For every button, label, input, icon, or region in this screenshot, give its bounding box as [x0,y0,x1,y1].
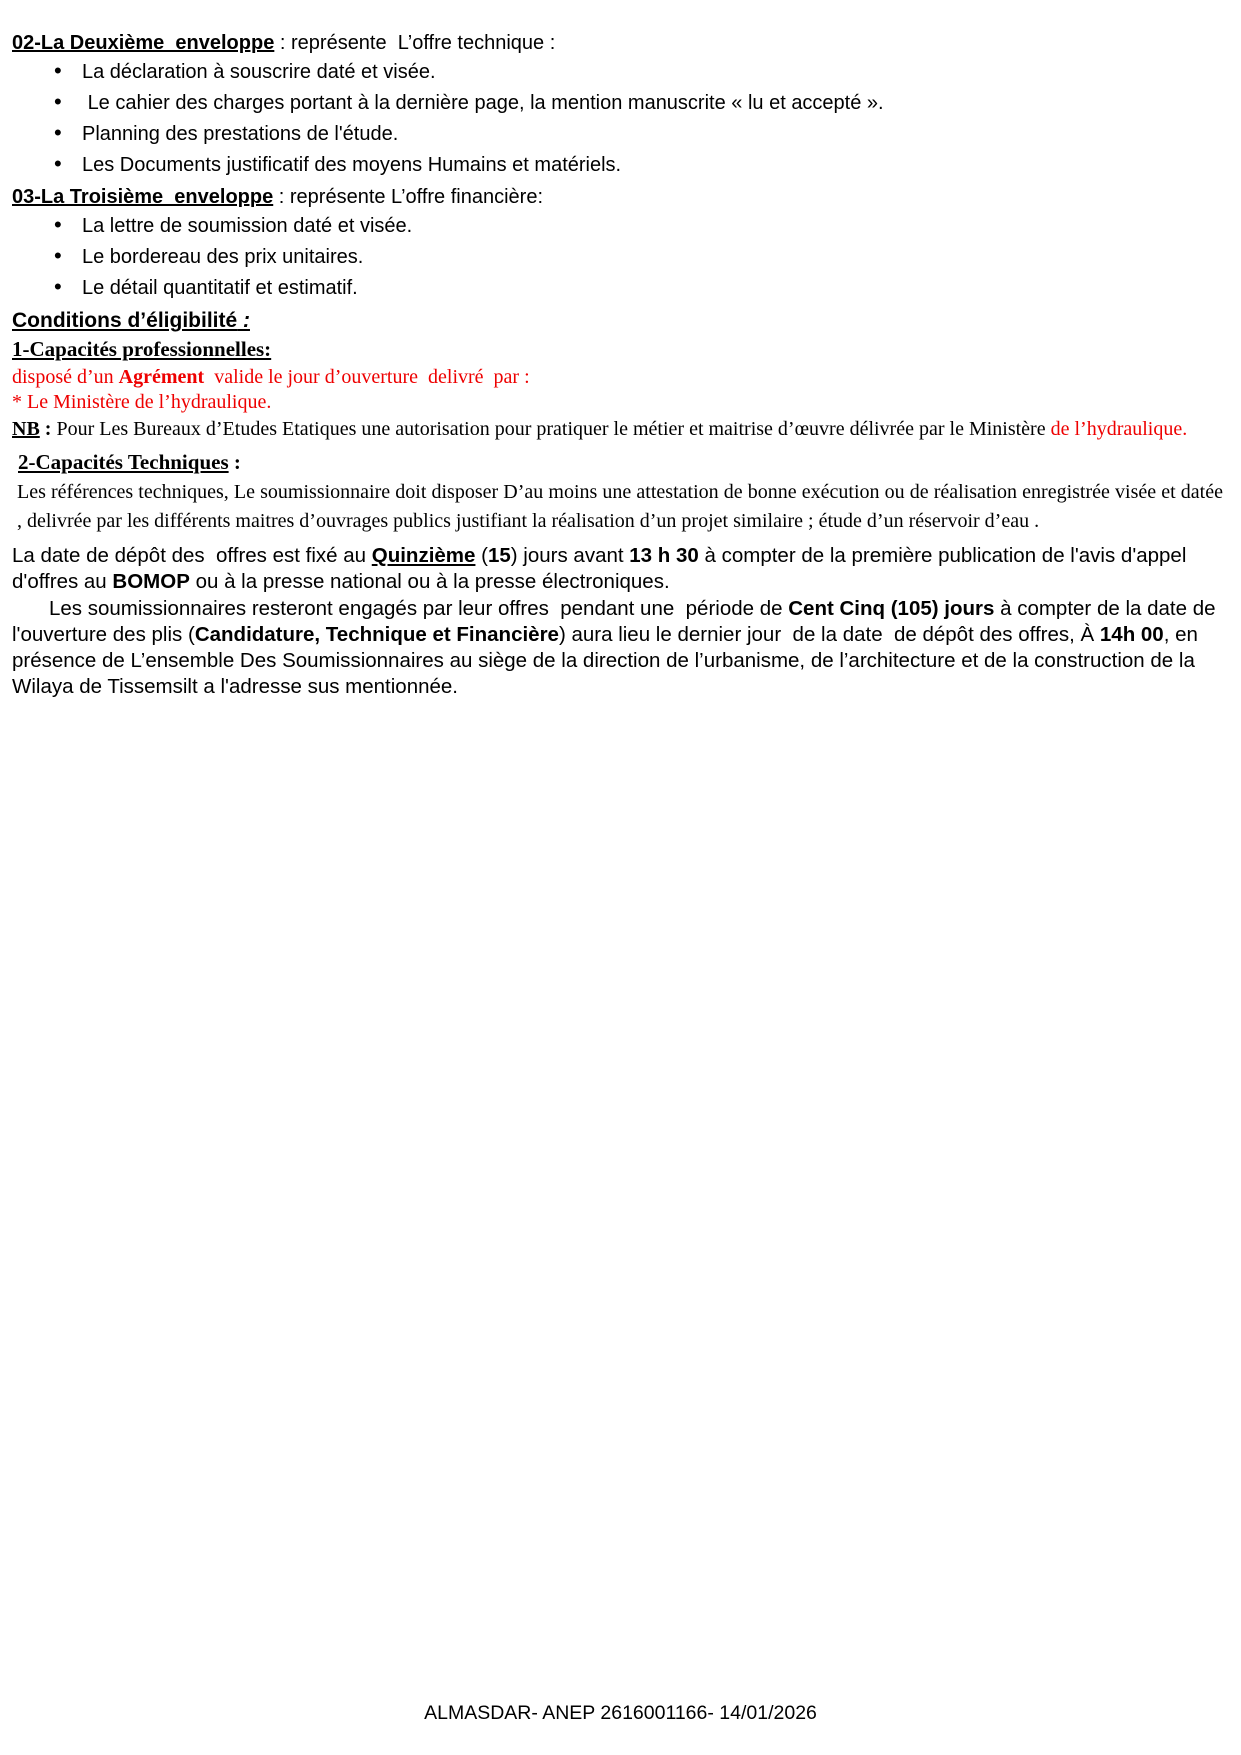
text-segment: 14h 00 [1099,623,1164,646]
deposit-deadline-paragraph [12,543,1229,595]
bullet-item: • La lettre de soumission daté et visée. [12,214,1229,238]
text-segment: Quinzième [371,544,476,567]
footer-imprint: ALMASDAR- ANEP 2616001166- 14/01/2026 [424,1702,817,1724]
text-segment: Les soumissionnaires resteront engagés par leur offres pendant une période de [49,597,789,620]
professional-capacities-heading [12,337,1229,362]
heading-second-envelope-rest: : représente L’offre technique : [274,32,556,54]
text-segment: , en présence de L’ensemble Des Soumissionnaires au siège de la direction de l’urbanisme, de l’architecture et de la construction de la Wilaya de Tissemsilt a l'adresse sus mentionnée. [12,623,1204,698]
bullet-item: • La déclaration à souscrire daté et visée. [12,60,1229,84]
text-segment: valide le jour d’ouverture delivré par : [204,366,530,388]
text-segment: : [39,418,57,440]
offer-validity-paragraph [12,596,1229,700]
second-envelope-bullet-list [12,60,1229,177]
heading-second-envelope-label: 02-La Deuxième enveloppe [12,32,275,54]
third-envelope-bullet-list [12,214,1229,300]
heading-third-envelope-label: 03-La Troisième enveloppe [12,186,274,208]
bullet-item: • Le cahier des charges portant à la dernière page, la mention manuscrite « lu et accepté ». [12,91,1229,115]
text-segment: La date de dépôt des offres est fixé au [12,544,372,567]
bullet-item: • Le détail quantitatif et estimatif. [12,276,1229,300]
text-segment: BOMOP [112,570,190,593]
text-segment: : [228,450,241,474]
text-segment: Candidature, Technique et Financière [194,623,559,646]
text-segment: 13 h 30 [629,544,699,567]
heading-third-envelope [12,184,1229,210]
text-segment: NB [12,418,40,440]
text-segment: : [237,309,250,332]
technical-references-paragraph: Les références techniques, Le soumissionnaire doit disposer D’au moins une attestation de bonne exécution ou de réalisation enregistrée visée et datée , delivrée par les différents maitres d’ouvrages publics justifiant la réalisation d’un projet similaire ; étude d’un réservoir d’eau . [17,481,1223,532]
ministry-line: * Le Ministère de l’hydraulique. [12,391,272,413]
text-segment: Agrément [118,366,205,388]
text-segment: de l’hydraulique. [1050,418,1188,440]
text-segment: 2-Capacités Techniques [18,450,229,474]
professional-capacities-label: 1-Capacités professionnelles: [12,337,272,361]
text-segment: disposé d’un [12,366,119,388]
text-segment: ( [475,544,488,567]
document-content [0,0,1241,700]
eligibility-conditions-title [12,307,1229,334]
agrement-requirement-line [12,365,1229,390]
bullet-item: • Le bordereau des prix unitaires. [12,245,1229,269]
nb-paragraph [12,416,1229,442]
text-segment: à compter de la première publication de l'avis d'appel d'offres au [12,544,1193,593]
text-segment: ou à la presse national ou à la presse électroniques. [189,570,670,593]
bullet-item: • Planning des prestations de l'étude. [12,122,1229,146]
bullet-item: • Les Documents justificatif des moyens Humains et matériels. [12,153,1229,177]
text-segment: à compter de la date de l'ouverture des plis ( [12,597,1222,646]
text-segment: Pour Les Bureaux d’Etudes Etatiques une autorisation pour pratiquer le métier et maitrise d’œuvre délivrée par le Ministère [56,418,1051,440]
heading-third-envelope-rest: : représente L’offre financière: [273,186,544,208]
heading-second-envelope [12,30,1229,56]
text-segment: ) jours avant [510,544,630,567]
text-segment: ) aura lieu le dernier jour de la date de dépôt des offres, À [558,623,1100,646]
text-segment: Cent Cinq (105) jours [788,597,995,620]
text-segment: 15 [487,544,511,567]
technical-capacities-heading [12,450,1229,475]
text-segment: Conditions d’éligibilité [12,309,238,332]
